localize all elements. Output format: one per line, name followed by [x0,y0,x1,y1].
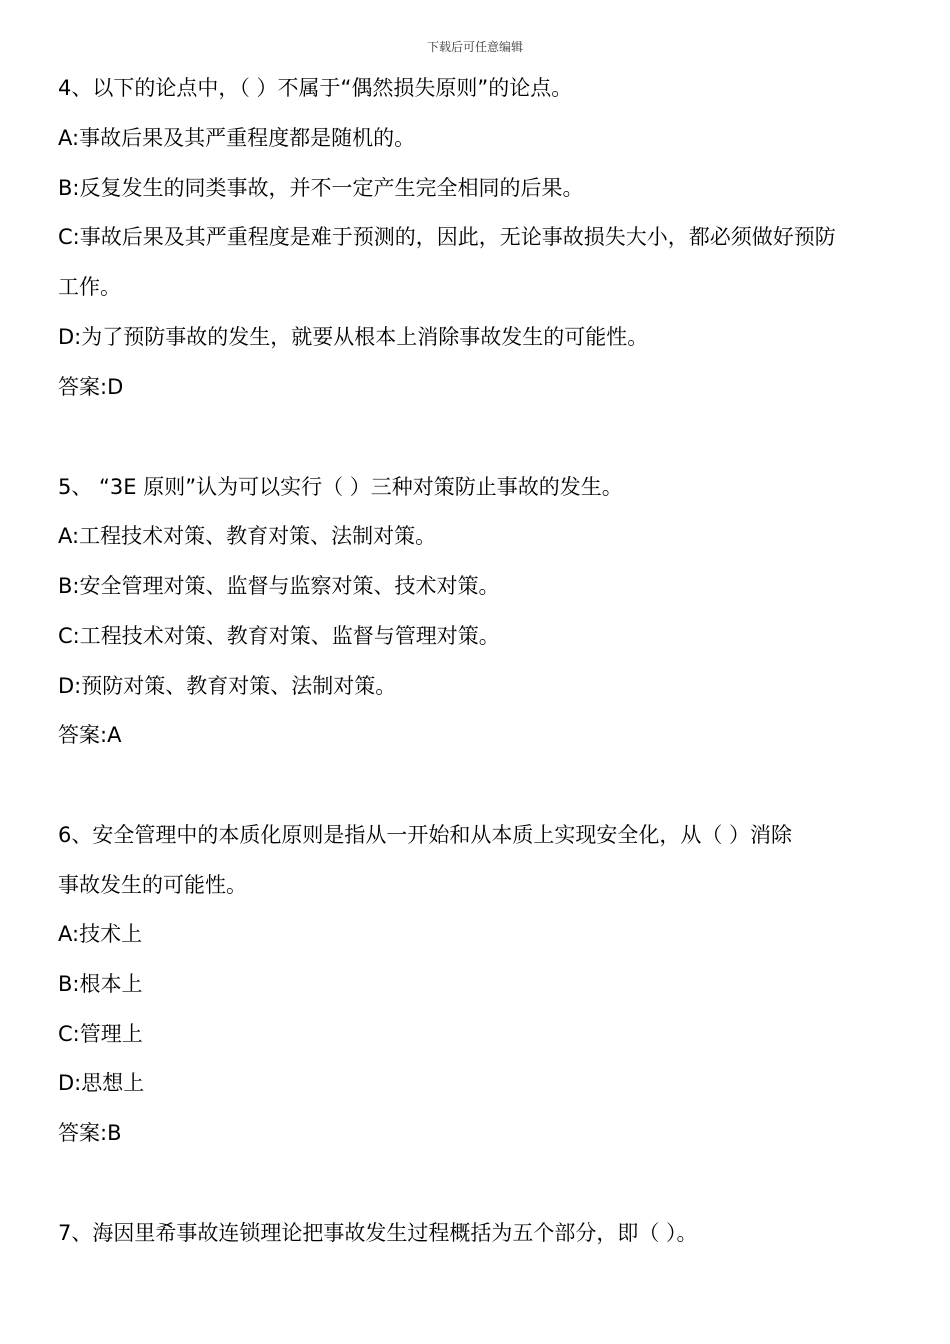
question-5-answer: 答案:A [58,723,122,747]
question-6-answer: 答案:B [58,1121,122,1145]
question-5-option-a: A:工程技术对策、教育对策、法制对策。 [58,524,437,548]
question-6-option-d: D:思想上 [58,1071,145,1095]
question-5-option-c: C:工程技术对策、教育对策、监督与管理对策。 [58,624,500,648]
question-7-stem: 7、海因里希事故连锁理论把事故发生过程概括为五个部分，即（ ）。 [58,1221,698,1245]
page-header: 下载后可任意编辑 [426,40,523,54]
question-6-stem: 6、安全管理中的本质化原则是指从一开始和从本质上实现安全化，从（ ）消除 [58,823,793,847]
question-5-stem: 5、 “3E 原则”认为可以实行（ ）三种对策防止事故的发生。 [58,475,623,499]
question-4-option-c-cont: 工作。 [58,275,121,299]
question-4-option-c: C:事故后果及其严重程度是难于预测的，因此，无论事故损失大小，都必须做好预防 [58,225,836,249]
question-5-option-d: D:预防对策、教育对策、法制对策。 [58,674,397,698]
question-4-option-a: A:事故后果及其严重程度都是随机的。 [58,126,416,150]
question-4-option-d: D:为了预防事故的发生，就要从根本上消除事故发生的可能性。 [58,325,649,349]
question-6-option-b: B:根本上 [58,972,143,996]
question-6-option-c: C:管理上 [58,1022,143,1046]
question-4-answer: 答案:D [58,375,124,399]
question-6-option-a: A:技术上 [58,922,143,946]
question-5-option-b: B:安全管理对策、监督与监察对策、技术对策。 [58,574,500,598]
question-4-option-b: B:反复发生的同类事故，并不一定产生完全相同的后果。 [58,176,584,200]
question-4-stem: 4、以下的论点中，（ ）不属于“偶然损失原则”的论点。 [58,76,573,100]
question-6-stem-cont: 事故发生的可能性。 [58,873,247,897]
